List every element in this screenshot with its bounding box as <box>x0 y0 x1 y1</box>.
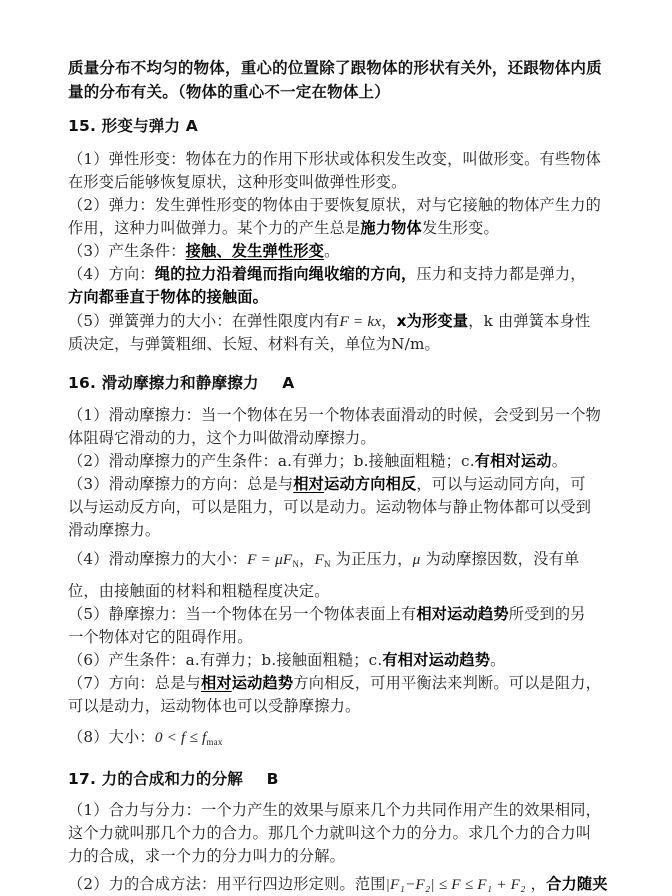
s16-p1-line-a: （1）滑动摩擦力：当一个物体在另一个物体表面滑动的时候，会受到另一个物 <box>68 406 602 424</box>
section-level: B <box>266 770 279 788</box>
formula <box>247 551 299 568</box>
s15-p1-line-b: 在形变后能够恢复原状，这种形变叫做弹性形变。 <box>68 173 407 191</box>
text: ， <box>525 875 547 893</box>
section-15-heading <box>68 115 198 137</box>
s15-p1-line-a: （1）弹性形变：物体在力的作用下形状或体积发生改变，叫做形变。有些物体 <box>68 150 602 168</box>
s15-p2-line-a: （2）弹力：发生弹性形变的物体由于要恢复原状，对与它接触的物体产生力的 <box>68 196 602 214</box>
text: 作用，这种力叫做弹力。某个力的产生总是 <box>68 219 361 237</box>
text: （4）滑动摩擦力的大小： <box>68 550 248 568</box>
text: （2）力的合成方法：用平行四边形定则。范围 <box>68 875 386 893</box>
section-title: 力的合成和力的分解 <box>101 770 243 788</box>
formula-subscript: N <box>323 559 331 569</box>
s17-p1-line-c: 力的合成，求一个力的分力叫力的分解。 <box>68 847 345 865</box>
text: 为动摩擦因数，没有单 <box>420 550 580 568</box>
s17-p1-line-a: （1）合力与分力：一个力产生的效果与原来几个力共同作用产生的效果相同， <box>68 801 602 819</box>
s15-p4-line-b: 方向都垂直于物体的接触面。 <box>68 288 269 306</box>
emphasis-text: 合力随夹 <box>546 875 608 893</box>
emphasis-text: 绳的拉力沿着绳而指向绳收缩的方向， <box>154 265 417 283</box>
s16-p7-line-b: 可以是动力，运动物体也可以受静摩擦力。 <box>68 697 361 715</box>
emphasis-text: 相对 <box>293 475 325 493</box>
s16-p2 <box>68 450 567 472</box>
text: 压力和支持力都是弹力， <box>416 265 586 283</box>
section-16-heading <box>68 372 295 394</box>
section-title: 滑动摩擦力和静摩擦力 <box>101 374 259 392</box>
s16-p5-line-b: 一个物体对它的阻碍作用。 <box>68 628 253 646</box>
s16-p3-line-c: 滑动摩擦力。 <box>68 521 161 539</box>
section-level: A <box>185 117 198 135</box>
formula-part: 0 < f ≤ f <box>154 729 207 746</box>
text: 为正压力， <box>330 550 413 568</box>
formula <box>314 551 330 568</box>
text: （3）产生条件： <box>68 242 186 260</box>
formula: |F₁−F₂| ≤ F ≤ F₁ + F₂ <box>385 876 526 893</box>
text: 。 <box>490 651 506 669</box>
s16-p3-line-a <box>68 473 586 495</box>
s15-p2-line-b <box>68 217 499 239</box>
formula <box>155 729 223 746</box>
s16-p4-line-a <box>68 548 579 575</box>
text: （3）滑动摩擦力的方向：总是与 <box>68 475 294 493</box>
text: （8）大小： <box>68 728 155 746</box>
section-17-heading <box>68 768 279 790</box>
formula: μ <box>412 551 421 568</box>
emphasis-text: 相对运动趋势 <box>416 605 509 623</box>
text: ， <box>381 312 397 330</box>
text: 。 <box>551 452 568 470</box>
section-number: 15. <box>68 117 97 135</box>
s16-p5-line-a <box>68 603 586 625</box>
intro-line-2: 量的分布有关。（物体的重心不一定在物体上） <box>68 83 390 101</box>
emphasis-text: 施力物体 <box>360 219 422 237</box>
text: （5）弹簧弹力的大小：在弹性限度内有 <box>68 312 340 330</box>
section-level: A <box>282 374 295 392</box>
text: （6）产生条件：a.有弹力；b.接触面粗糙；c. <box>68 651 383 669</box>
emphasis-text: 接触、发生弹性形变 <box>185 242 325 260</box>
text: ， <box>299 550 315 568</box>
s17-p1-line-b: 这个力就叫那几个力的合力。那几个力就叫这个力的分力。求几个力的合力叫 <box>68 824 592 842</box>
text: （4）方向： <box>68 265 155 283</box>
emphasis-text: 运动趋势 <box>231 674 294 692</box>
formula: F = kx <box>339 313 382 330</box>
s15-p3 <box>68 240 339 262</box>
emphasis-text: 相对 <box>200 674 232 692</box>
text: 。 <box>324 242 340 260</box>
formula-part: = μF <box>256 551 293 568</box>
text: 发生形变。 <box>421 219 499 237</box>
s15-p4-line-a <box>68 263 586 285</box>
section-title: 形变与弹力 <box>101 117 181 135</box>
text: 所受到的另 <box>508 605 586 623</box>
text: 方向相反，可用平衡法来判断。可以是阻力， <box>293 674 602 692</box>
emphasis-text: x为形变量 <box>396 312 469 330</box>
formula-part: F <box>247 551 257 568</box>
formula-subscript: N <box>292 559 300 569</box>
emphasis-text: 有相对运动 <box>474 452 552 470</box>
s16-p8 <box>68 726 223 753</box>
section-number: 16. <box>68 374 97 392</box>
formula-subscript: max <box>206 737 223 747</box>
section-number: 17. <box>68 770 97 788</box>
s15-p5-line-b: 质决定，与弹簧粗细、长短、材料有关，单位为N/m。 <box>68 335 440 353</box>
text: （5）静摩擦力：当一个物体在另一个物体表面上有 <box>68 605 417 623</box>
text: ，k 由弹簧本身性 <box>468 312 591 330</box>
intro-line-1: 质量分布不均匀的物体，重心的位置除了跟物体的形状有关外，还跟物体内质 <box>68 59 602 77</box>
text: （2）滑动摩擦力的产生条件：a.有弹力；b.接触面粗糙；c. <box>68 452 475 470</box>
s16-p6 <box>68 649 506 671</box>
formula-part: F <box>314 551 324 568</box>
s16-p4-line-b: 位，由接触面的材料和粗糙程度决定。 <box>68 582 330 600</box>
s15-p5-line-a <box>68 310 590 333</box>
s17-p2 <box>68 873 608 896</box>
s16-p3-line-b: 以与运动反方向，可以是阻力，可以是动力。运动物体与静止物体都可以受到 <box>68 498 592 516</box>
text: ，可以与运动同方向，可 <box>416 475 586 493</box>
s16-p1-line-b: 体阻碍它滑动的力，这个力叫做滑动摩擦力。 <box>68 429 376 447</box>
emphasis-text: 运动方向相反 <box>324 475 417 493</box>
text: （7）方向：总是与 <box>68 674 201 692</box>
s16-p7-line-a <box>68 672 601 694</box>
emphasis-text: 有相对运动趋势 <box>382 651 491 669</box>
